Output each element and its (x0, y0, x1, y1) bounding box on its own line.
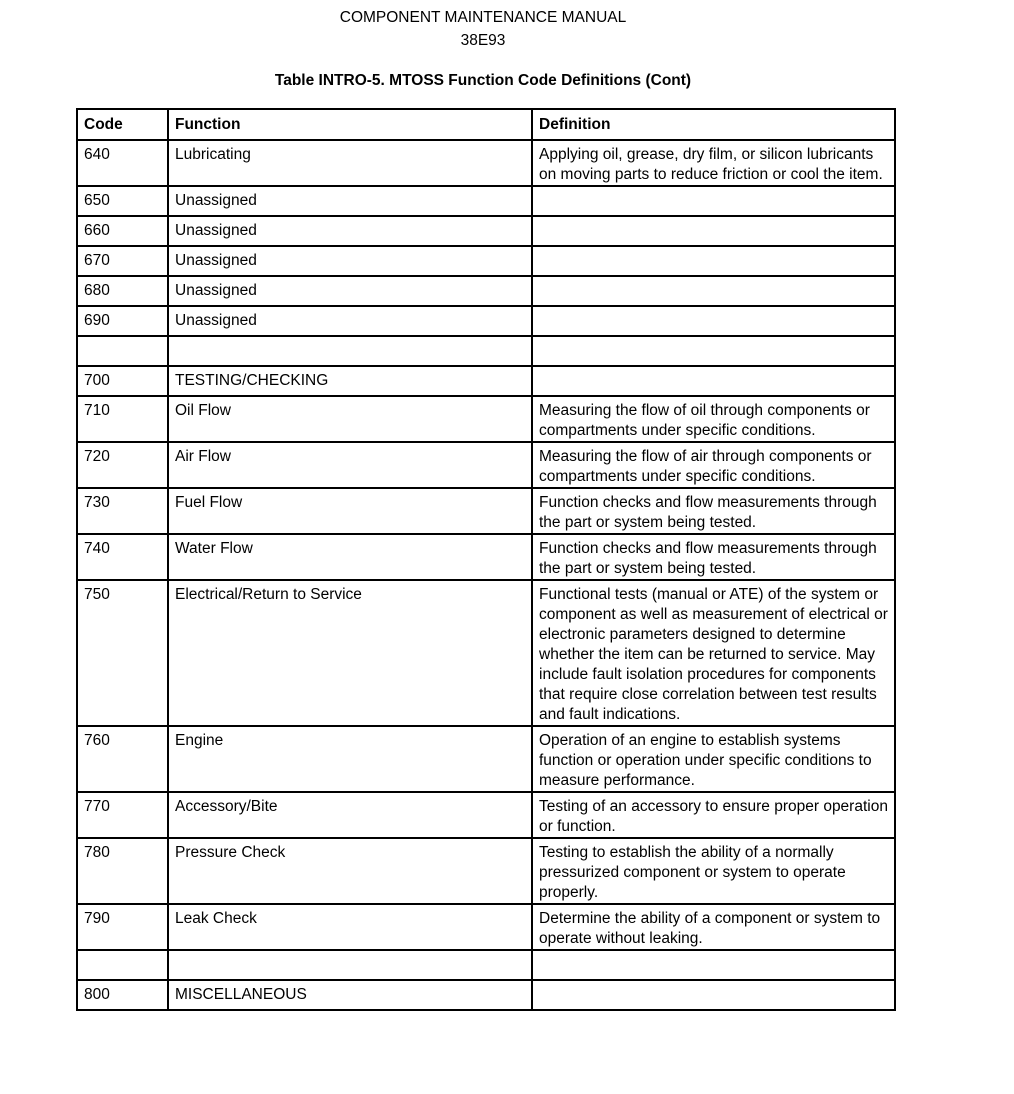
table-row (77, 534, 895, 580)
table-row (77, 246, 895, 276)
cell-code: 700 (77, 366, 168, 396)
cell-code: 720 (77, 442, 168, 488)
table-row (77, 726, 895, 792)
cell-function: Pressure Check (168, 838, 532, 904)
cell-definition: Determine the ability of a component or system to operate without leaking. (532, 904, 895, 950)
cell-function: Oil Flow (168, 396, 532, 442)
cell-definition (532, 186, 895, 216)
cell-code: 750 (77, 580, 168, 726)
table-row (77, 276, 895, 306)
column-header-code: Code (77, 109, 168, 140)
cell-function: MISCELLANEOUS (168, 980, 532, 1010)
cell-function: Accessory/Bite (168, 792, 532, 838)
cell-code: 760 (77, 726, 168, 792)
cell-code (77, 950, 168, 980)
cell-function: Leak Check (168, 904, 532, 950)
cell-definition: Testing to establish the ability of a normally pressurized component or system to operate properly. (532, 838, 895, 904)
cell-code: 780 (77, 838, 168, 904)
cell-definition: Testing of an accessory to ensure proper operation or function. (532, 792, 895, 838)
cell-function: Unassigned (168, 306, 532, 336)
cell-function: Electrical/Return to Service (168, 580, 532, 726)
cell-code: 730 (77, 488, 168, 534)
cell-code: 790 (77, 904, 168, 950)
cell-function: Lubricating (168, 140, 532, 186)
cell-code: 770 (77, 792, 168, 838)
cell-code: 650 (77, 186, 168, 216)
cell-definition: Measuring the flow of air through components or compartments under specific conditions. (532, 442, 895, 488)
cell-function (168, 336, 532, 366)
table-row (77, 336, 895, 366)
cell-function: Unassigned (168, 246, 532, 276)
cell-definition: Functional tests (manual or ATE) of the system or component as well as measurement of electrical or electronic parameters designed to determine whether the item can be returned to service. May include fault isolation procedures for components that require close correlation between test results and fault indications. (532, 580, 895, 726)
cell-code: 800 (77, 980, 168, 1010)
table-row (77, 366, 895, 396)
cell-code (77, 336, 168, 366)
column-header-definition: Definition (532, 109, 895, 140)
cell-code: 640 (77, 140, 168, 186)
table-row (77, 442, 895, 488)
cell-definition (532, 306, 895, 336)
table-row (77, 792, 895, 838)
cell-definition (532, 276, 895, 306)
table-row (77, 306, 895, 336)
cell-code: 680 (77, 276, 168, 306)
table-row (77, 488, 895, 534)
table-row (77, 980, 895, 1010)
cell-definition: Applying oil, grease, dry film, or silicon lubricants on moving parts to reduce friction or cool the item. (532, 140, 895, 186)
cell-function: Unassigned (168, 186, 532, 216)
cell-code: 710 (77, 396, 168, 442)
table-row (77, 186, 895, 216)
cell-function: Unassigned (168, 216, 532, 246)
manual-number: 38E93 (460, 32, 506, 49)
table-row (77, 580, 895, 726)
cell-definition (532, 336, 895, 366)
cell-code: 690 (77, 306, 168, 336)
cell-function: Unassigned (168, 276, 532, 306)
cell-definition: Function checks and flow measurements through the part or system being tested. (532, 534, 895, 580)
table-header-row (77, 109, 895, 140)
cell-definition (532, 980, 895, 1010)
cell-code: 660 (77, 216, 168, 246)
table-row (77, 396, 895, 442)
function-code-table (76, 108, 896, 1011)
cell-definition: Measuring the flow of oil through components or compartments under specific conditions. (532, 396, 895, 442)
cell-definition (532, 216, 895, 246)
cell-function: Engine (168, 726, 532, 792)
cell-function: Water Flow (168, 534, 532, 580)
cell-function: Air Flow (168, 442, 532, 488)
cell-function (168, 950, 532, 980)
cell-definition: Operation of an engine to establish systems function or operation under specific conditions to measure performance. (532, 726, 895, 792)
table-row (77, 140, 895, 186)
cell-function: TESTING/CHECKING (168, 366, 532, 396)
table-row (77, 904, 895, 950)
table-row (77, 950, 895, 980)
table-row (77, 216, 895, 246)
table-caption: Table INTRO-5. MTOSS Function Code Definitions (Cont) (274, 72, 692, 89)
table-row (77, 838, 895, 904)
cell-code: 670 (77, 246, 168, 276)
cell-function: Fuel Flow (168, 488, 532, 534)
cell-definition: Function checks and flow measurements through the part or system being tested. (532, 488, 895, 534)
manual-title: COMPONENT MAINTENANCE MANUAL (339, 9, 627, 26)
column-header-function: Function (168, 109, 532, 140)
cell-definition (532, 246, 895, 276)
cell-definition (532, 950, 895, 980)
cell-definition (532, 366, 895, 396)
cell-code: 740 (77, 534, 168, 580)
